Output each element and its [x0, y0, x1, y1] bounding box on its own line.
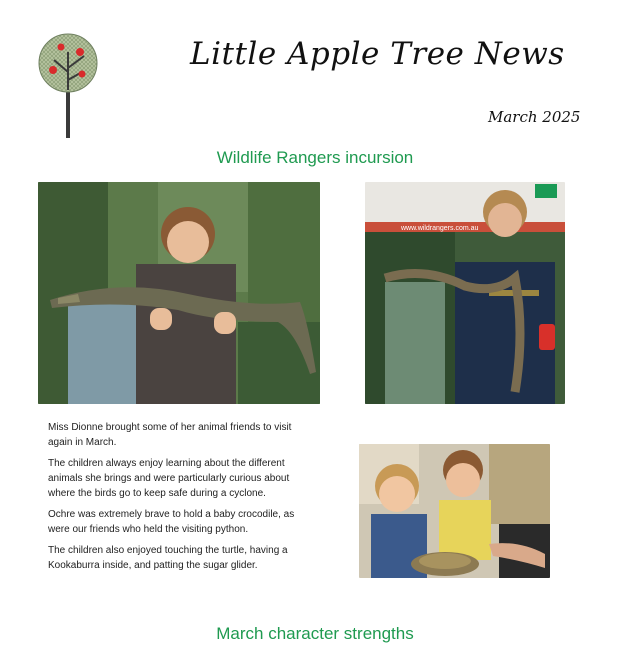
article-paragraph: Miss Dionne brought some of her animal friends to visit again in March. [48, 422, 292, 448]
issue-date: March 2025 [488, 108, 581, 126]
apple-tree-logo [34, 32, 104, 140]
article-paragraph: The children always enjoy learning about the different animals she brings and were particularly curious about where the birds go to keep safe during a cyclone. [48, 458, 290, 499]
photo-children-with-turtle [359, 444, 550, 578]
banner-text: www.wildrangers.com.au [401, 225, 479, 232]
article-paragraph: The children also enjoyed touching the turtle, having a Kookaburra inside, and patting the sugar glider. [48, 545, 288, 571]
section-heading-wildlife: Wildlife Rangers incursion [216, 148, 414, 167]
section-heading-character-strengths: March character strengths [216, 624, 414, 643]
article-text [48, 420, 313, 579]
photo-ranger-with-python [365, 182, 565, 404]
newsletter-title: Little Apple Tree News [190, 36, 565, 72]
article-paragraph: Ochre was extremely brave to hold a baby crocodile, as were our friends who held the visiting python. [48, 509, 295, 535]
photo-child-with-crocodile [38, 182, 320, 404]
